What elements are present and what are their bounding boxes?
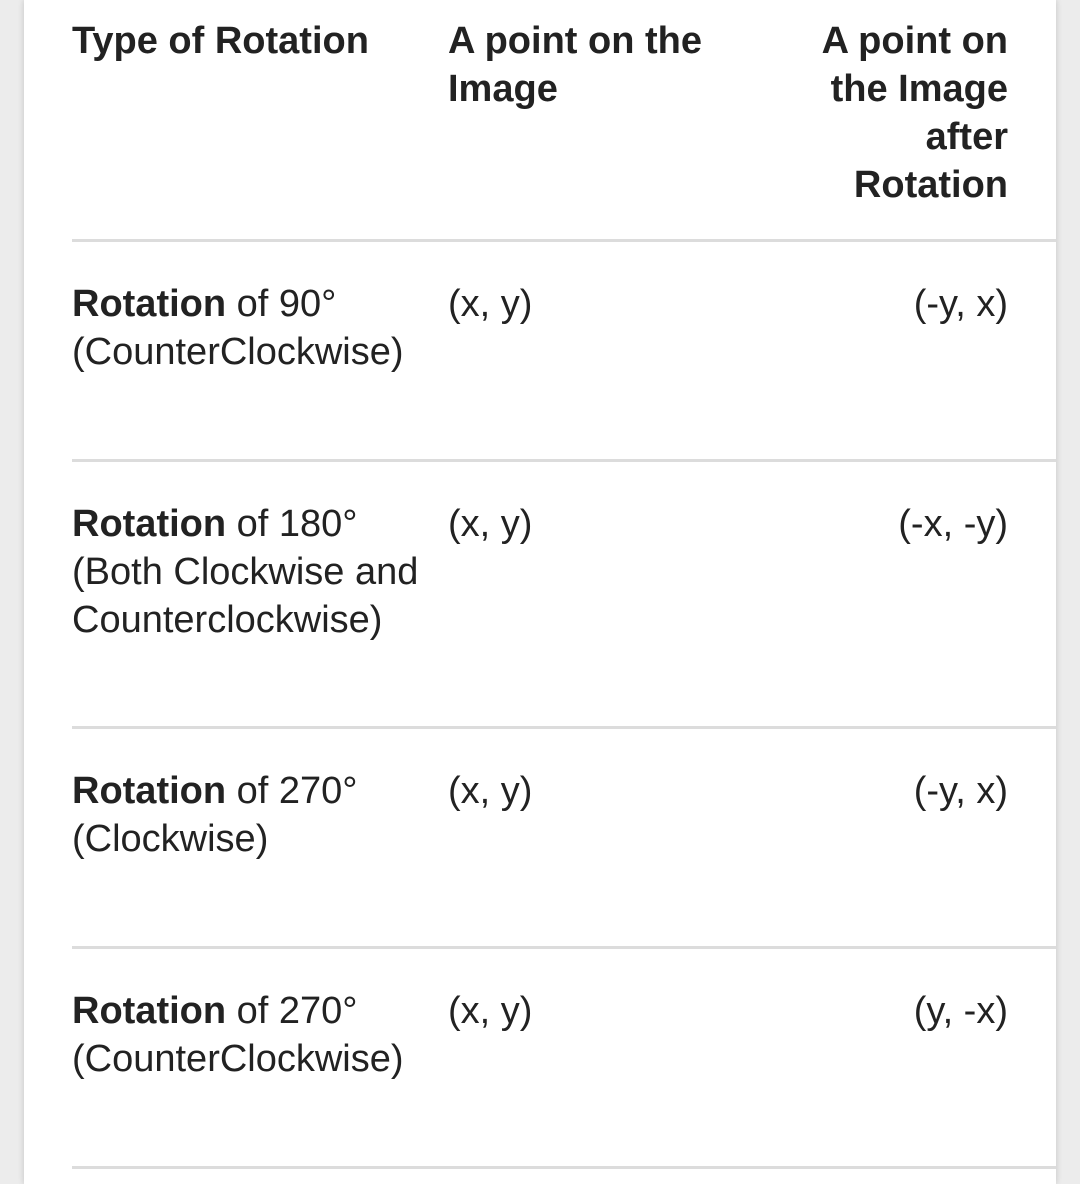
rotation-rules-table [72, 0, 1056, 1169]
rotation-table-card [24, 0, 1056, 1184]
original-point-cell: (x, y) [448, 502, 533, 545]
rotated-point-cell: (y, -x) [913, 989, 1008, 1032]
rotation-type-bold: Rotation [72, 769, 227, 812]
original-point-cell: (x, y) [448, 282, 533, 325]
table-header-row [72, 0, 1056, 240]
header-type-of-rotation: Type of Rotation [72, 20, 369, 62]
rotation-type-text: of 90° (CounterClockwise) [72, 282, 404, 373]
table-row [72, 947, 1056, 1167]
rotation-type-cell [72, 240, 448, 460]
rotated-point-cell: (-y, x) [913, 769, 1008, 812]
header-point-on-image: A point on the Image [448, 20, 702, 110]
rotation-type-cell [72, 947, 448, 1167]
rotation-type-bold: Rotation [72, 282, 227, 325]
rotation-type-text: of 270° (CounterClockwise) [72, 989, 404, 1080]
table-row [72, 460, 1056, 727]
rotated-point-cell: (-x, -y) [898, 502, 1008, 545]
table-row [72, 240, 1056, 460]
rotated-point-cell: (-y, x) [913, 282, 1008, 325]
original-point-cell: (x, y) [448, 989, 533, 1032]
table-row [72, 727, 1056, 947]
rotation-type-bold: Rotation [72, 989, 227, 1032]
original-point-cell: (x, y) [448, 769, 533, 812]
header-point-after-rotation: A point on the Image after Rotation [821, 20, 1008, 206]
rotation-type-text: of 270° (Clockwise) [72, 769, 358, 860]
rotation-type-cell [72, 727, 448, 947]
rotation-type-text: of 180° (Both Clockwise and Counterclockwise) [72, 502, 419, 641]
rotation-type-cell [72, 460, 448, 727]
rotation-type-bold: Rotation [72, 502, 227, 545]
